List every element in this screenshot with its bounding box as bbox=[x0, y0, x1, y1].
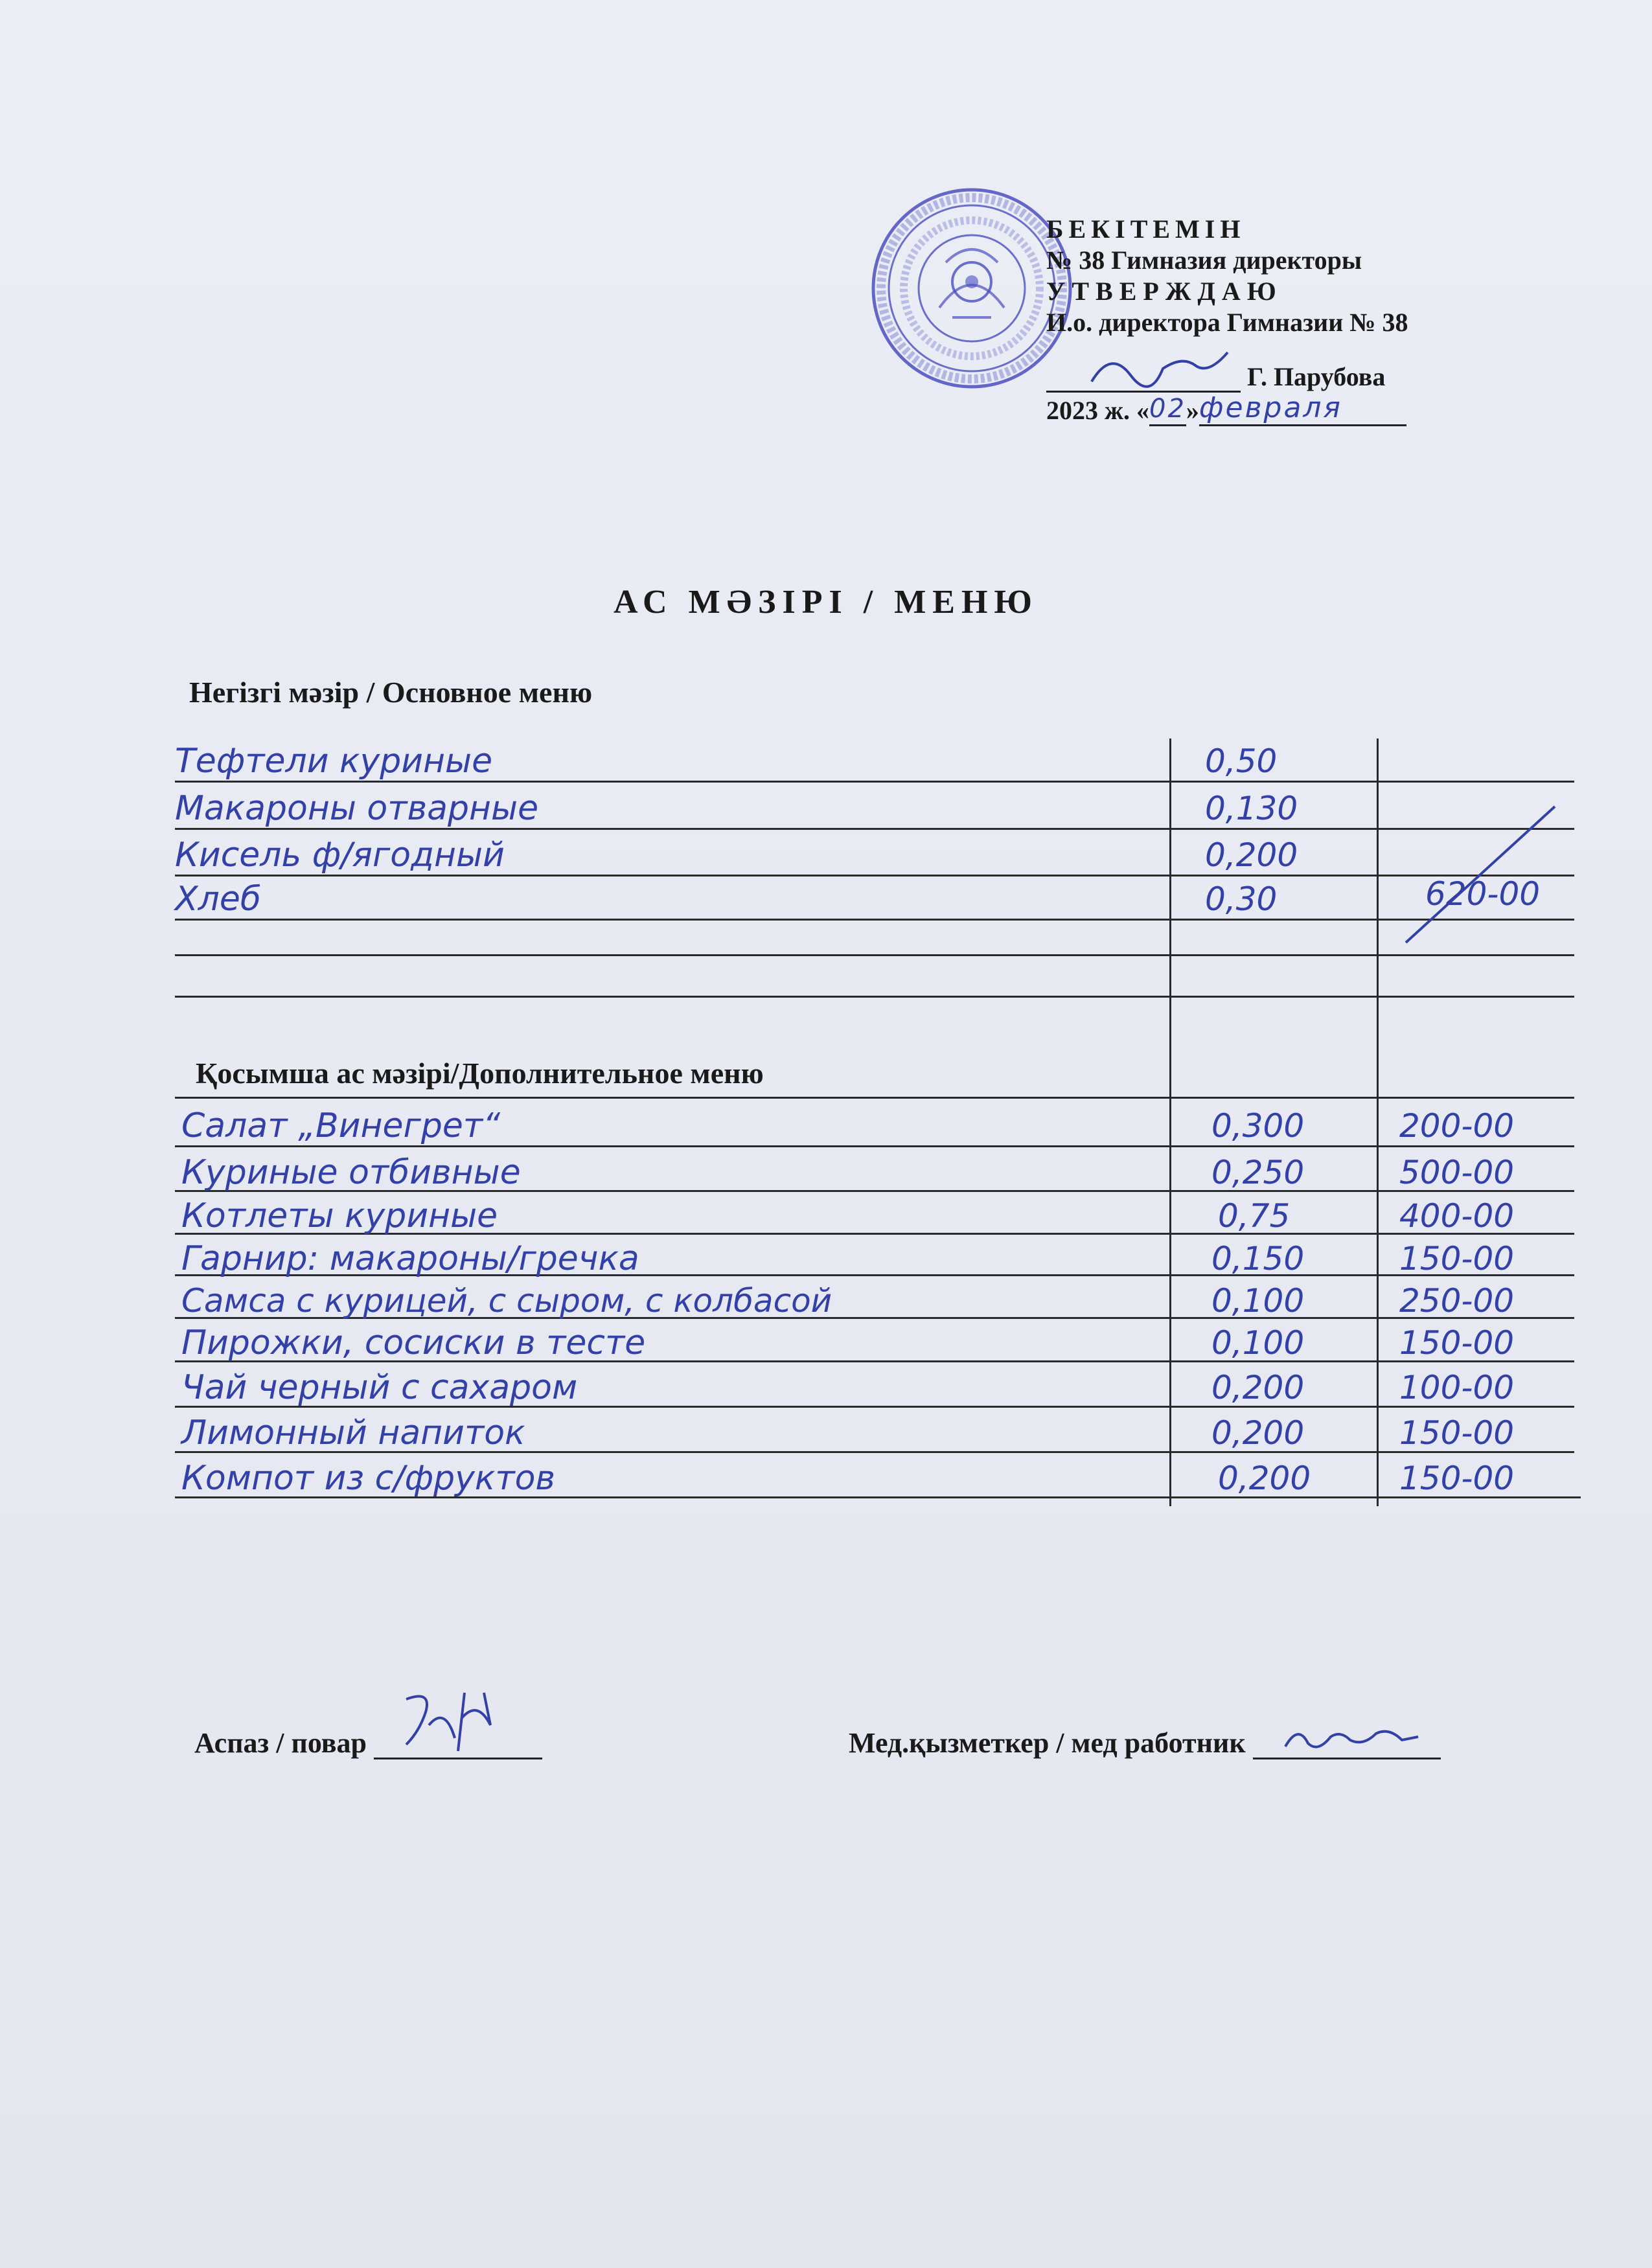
row-line bbox=[175, 954, 1574, 956]
extra-item-name: Котлеты куриные bbox=[181, 1197, 498, 1235]
main-item-name: Тефтели куриные bbox=[175, 742, 493, 781]
main-item-name: Кисель ф/ягодный bbox=[175, 836, 505, 875]
approval-signer: Г. Парубова bbox=[1247, 362, 1386, 391]
extra-item-price: 150-00 bbox=[1399, 1414, 1515, 1452]
extra-item-weight: 0,200 bbox=[1211, 1414, 1305, 1452]
extra-item-name: Пирожки, сосиски в тесте bbox=[181, 1323, 646, 1362]
extra-item-name: Чай черный с сахаром bbox=[181, 1368, 578, 1407]
cook-signature-block bbox=[194, 1726, 542, 1759]
extra-item-weight: 0,150 bbox=[1211, 1240, 1305, 1277]
extra-item-price: 200-00 bbox=[1399, 1107, 1515, 1145]
row-line bbox=[175, 875, 1574, 876]
extra-item-price: 400-00 bbox=[1399, 1197, 1515, 1235]
extra-item-price: 250-00 bbox=[1399, 1282, 1515, 1320]
extra-item-name: Куриные отбивные bbox=[181, 1153, 521, 1192]
medic-signature-line bbox=[1253, 1732, 1441, 1759]
main-item-weight: 0,30 bbox=[1205, 880, 1278, 918]
date-day: 02 bbox=[1149, 394, 1186, 424]
row-line bbox=[175, 1145, 1574, 1147]
row-line bbox=[175, 996, 1574, 998]
extra-item-weight: 0,300 bbox=[1211, 1107, 1305, 1145]
approval-block bbox=[1046, 214, 1408, 426]
cook-signature bbox=[393, 1686, 523, 1758]
extra-item-weight: 0,100 bbox=[1211, 1324, 1305, 1362]
menu-title: АС МӘЗІРІ / МЕНЮ bbox=[614, 584, 1038, 621]
director-signature-line bbox=[1046, 369, 1241, 393]
school-seal-stamp bbox=[868, 185, 1075, 392]
approval-kz-title: БЕКІТЕМІН bbox=[1046, 214, 1246, 244]
main-menu-total: 620-00 bbox=[1425, 875, 1541, 913]
extra-item-price: 100-00 bbox=[1399, 1369, 1515, 1406]
main-item-name: Макароны отварные bbox=[175, 789, 539, 828]
medic-signature bbox=[1279, 1717, 1428, 1756]
main-item-name: Хлеб bbox=[175, 880, 261, 919]
extra-item-name: Самса с курицей, с сыром, с колбасой bbox=[181, 1282, 832, 1320]
row-line bbox=[175, 919, 1574, 921]
extra-item-price: 500-00 bbox=[1399, 1154, 1515, 1191]
extra-item-name: Салат „Винегрет“ bbox=[181, 1106, 501, 1145]
cook-signature-line bbox=[374, 1732, 542, 1759]
approval-ru-position: И.о. директора Гимназии № 38 bbox=[1046, 308, 1408, 337]
extra-item-name: Лимонный напиток bbox=[181, 1414, 525, 1452]
row-line bbox=[175, 1097, 1574, 1099]
date-separator: » bbox=[1186, 396, 1199, 425]
extra-item-price: 150-00 bbox=[1399, 1460, 1515, 1497]
extra-item-weight: 0,200 bbox=[1211, 1369, 1305, 1406]
medic-signature-block bbox=[849, 1726, 1441, 1759]
main-menu-heading: Негізгі мәзір / Основное меню bbox=[189, 676, 593, 709]
row-line bbox=[175, 781, 1574, 783]
row-line bbox=[175, 828, 1574, 830]
main-item-weight: 0,200 bbox=[1205, 836, 1298, 874]
extra-item-weight: 0,75 bbox=[1218, 1197, 1291, 1235]
medic-label: Мед.қызметкер / мед работник bbox=[849, 1727, 1246, 1759]
approval-kz-position: № 38 Гимназия директоры bbox=[1046, 246, 1362, 275]
menu-table bbox=[175, 739, 1574, 1516]
extra-item-weight: 0,200 bbox=[1218, 1460, 1311, 1497]
approval-ru-title: У Т В Е Р Ж Д А Ю bbox=[1046, 277, 1276, 306]
column-divider-weight bbox=[1169, 739, 1171, 1506]
extra-item-weight: 0,250 bbox=[1211, 1154, 1305, 1191]
extra-item-weight: 0,100 bbox=[1211, 1282, 1305, 1320]
extra-item-name: Гарнир: макароны/гречка bbox=[181, 1239, 639, 1278]
main-item-weight: 0,50 bbox=[1205, 742, 1278, 780]
main-item-weight: 0,130 bbox=[1205, 790, 1298, 827]
column-divider-price bbox=[1377, 739, 1379, 1506]
extra-item-price: 150-00 bbox=[1399, 1240, 1515, 1277]
date-month: февраля bbox=[1199, 391, 1343, 424]
cook-label: Аспаз / повар bbox=[194, 1727, 367, 1759]
extra-item-price: 150-00 bbox=[1399, 1324, 1515, 1362]
extra-menu-heading: Қосымша ас мәзірі/Дополнительное меню bbox=[196, 1057, 764, 1090]
director-signature bbox=[1085, 343, 1234, 395]
extra-item-name: Компот из с/фруктов bbox=[181, 1459, 556, 1498]
date-prefix: 2023 ж. « bbox=[1046, 396, 1150, 425]
